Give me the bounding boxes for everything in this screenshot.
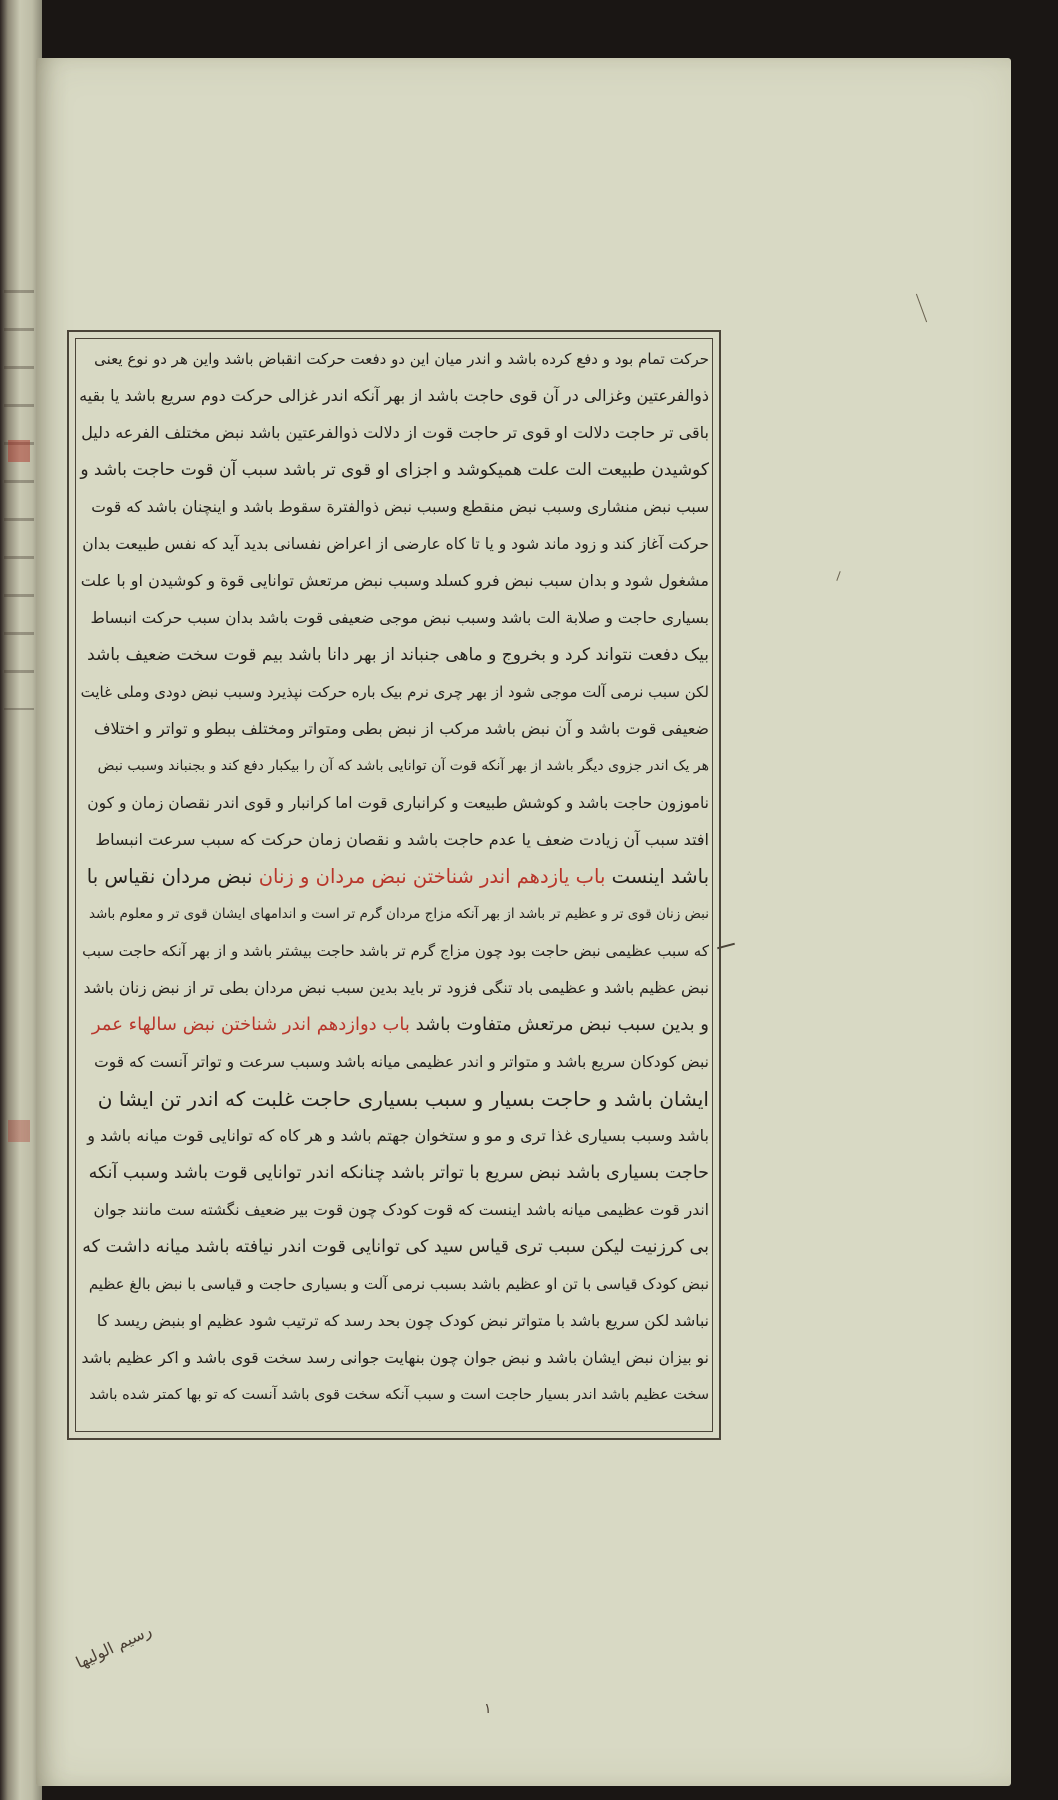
chapter-11-title: یازدهم اندر شناختن نبض مردان و زنان <box>258 865 570 888</box>
heading-line-chapter-12 <box>79 1006 709 1044</box>
text-line: بسیاری حاجت و صلابة الت باشد وسبب نبض موجی ضعیفی قوت باشد بدان سبب حرکت انبساط <box>90 609 709 627</box>
chapter-11-suffix: نبض مردان نقیاس با <box>86 865 253 888</box>
text-fragment: باشد اینست <box>611 865 709 888</box>
page-number: ۱ <box>484 1701 492 1717</box>
text-line: هر یک اندر جزوی دیگر باشد از بهر آنکه قوت آن توانایی باشد که آن را بیکبار دفع کند و بجنباند وسبب نبض <box>97 758 709 774</box>
text-line: لکن سبب نرمی آلت موجی شود از بهر چری نرم بیک باره حرکت نپذیرد وسبب نبض دودی وملی غایت <box>80 683 709 701</box>
text-line: باقی تر حاجت دلالت او قوی تر حاجت قوت از دلالت ذوالفرعتین باشد نبض مختلف الفرعه دلیل <box>81 423 709 442</box>
text-line: ناموزون حاجت باشد و کوشش طبیعت و کرانباری قوت اما کرانبار و قوی اندر نقصان زمان و کون <box>87 794 709 812</box>
text-line: ایشان باشد و حاجت بسیار و سبب بسیاری حاجت غلبت که اندر تن ایشا ن <box>97 1087 709 1111</box>
facing-page-text <box>4 290 34 710</box>
text-line: ضعیفی قوت باشد و آن نبض باشد مرکب از نبض بطی ومتواتر ومختلف ببطو و تواتر و اختلاف <box>93 719 709 738</box>
text-line: سبب نبض منشاری وسبب نبض منقطع وسبب نبض ذوالفترة سقوط باشد و اینچنان باشد که قوت <box>91 498 709 516</box>
text-line: بی کرزنیت لیکن سبب تری قیاس سید کی توانایی قوت اندر نیافته باشد میانه داشت که <box>82 1237 709 1257</box>
text-line: اندر قوت عظیمی میانه باشد اینست که قوت کودک چون قوت بیر ضعیف نگشته ست مانند جوان <box>93 1201 709 1219</box>
text-line: سخت عظیم باشد اندر بسیار حاجت است و سبب آنکه سخت قوی باشد آنست که تو بها کمتر شده باشد <box>89 1387 709 1403</box>
text-line: نبض زنان قوی تر و عظیم تر باشد از بهر آنکه مزاج مردان گرم تر است و اندامهای ایشان قوی تر و معلوم باشد <box>88 906 709 922</box>
chapter-12-title: دوازدهم اندر شناختن نبض سالهاء عمر <box>91 1014 377 1035</box>
text-line: حرکت تمام بود و دفع کرده باشد و اندر میان این دو دفعت حرکت انقباض باشد واین هر دو نوع یعنی <box>94 350 709 368</box>
text-line: حاجت بسیاری باشد نبض سریع با تواتر باشد چنانکه اندر توانایی قوت باشد وسبب آنکه <box>88 1163 709 1183</box>
text-line: باشد وسبب بسیاری غذا تری و مو و ستخوان جهتم باشد و هر کاه که توانایی قوت میانه باشد و <box>87 1126 709 1145</box>
chapter-11-prefix: باب <box>575 865 606 888</box>
text-line: نبض کودک قیاسی با تن او عظیم باشد بسبب نرمی آلت و بسیاری حاجت و قیاسی با نبض بالغ عظیم <box>88 1275 709 1293</box>
text-line: حرکت آغاز کند و زود ماند شود و یا تا کاه عارضی از اعراض نفسانی بدید آید که نفس طبیعت بدان <box>82 535 709 553</box>
text-line: که سبب عظیمی نبض حاجت بود چون مزاج گرم تر باشد حاجت بیشتر باشد و از بهر آنکه حاجت سبب <box>82 942 709 960</box>
text-line: مشغول شود و بدان سبب نبض فرو کسلد وسبب نبض مرتعش توانایی قوة و کوشیدن او با علت <box>80 571 709 590</box>
text-block <box>79 340 709 1432</box>
text-fragment: و بدین سبب نبض مرتعش متفاوت باشد <box>415 1014 709 1035</box>
text-frame <box>67 330 721 1440</box>
heading-line-chapter-11 <box>79 858 709 896</box>
facing-page-rubric-2 <box>8 1120 30 1142</box>
text-line: نبض کودکان سریع باشد و متواتر و اندر عظیمی میانه باشد وسبب سرعت و تواتر آنست که قوت <box>94 1053 709 1071</box>
text-line: ذوالفرعتین وغزالی در آن قوی حاجت باشد از بهر آنکه اندر غزالی حرکت دوم سریع باشد یا بقیه <box>79 386 709 405</box>
catchword-note: رسیم الولیها <box>72 1620 155 1673</box>
facing-page-rubric <box>8 440 30 462</box>
text-line: نو بیزان نبض ایشان باشد و نبض جوان چون بنهایت جوانی رسد سخت قوی باشد و اکر عظیم باشد <box>81 1349 709 1367</box>
text-line: کوشیدن طبیعت الت علت همیکوشد و اجزای او قوی تر باشد سبب آن قوت حاجت باشد و <box>80 460 709 480</box>
text-line: نباشد لکن سریع باشد با متواتر نبض کودک چون بحد رسد که ترتیب شود عظیم او بنبض ریسد کا <box>96 1312 709 1330</box>
text-line: نبض عظیم باشد و عظیمی باد تنگی فزود تر باید بدین سبب نبض مردان بطی تر از نبض زنان باشد <box>83 979 709 997</box>
text-line: بیک دفعت نتواند کرد و بخروج و ماهی جنباند از بهر دانا باشد بیم قوت سخت ضعیف باشد <box>87 645 709 665</box>
text-line: افتد سبب آن زیادت ضعف یا عدم حاجت باشد و نقصان زمان حرکت که سبب سرعت انبساط <box>95 830 709 849</box>
chapter-12-prefix: باب <box>382 1014 410 1035</box>
